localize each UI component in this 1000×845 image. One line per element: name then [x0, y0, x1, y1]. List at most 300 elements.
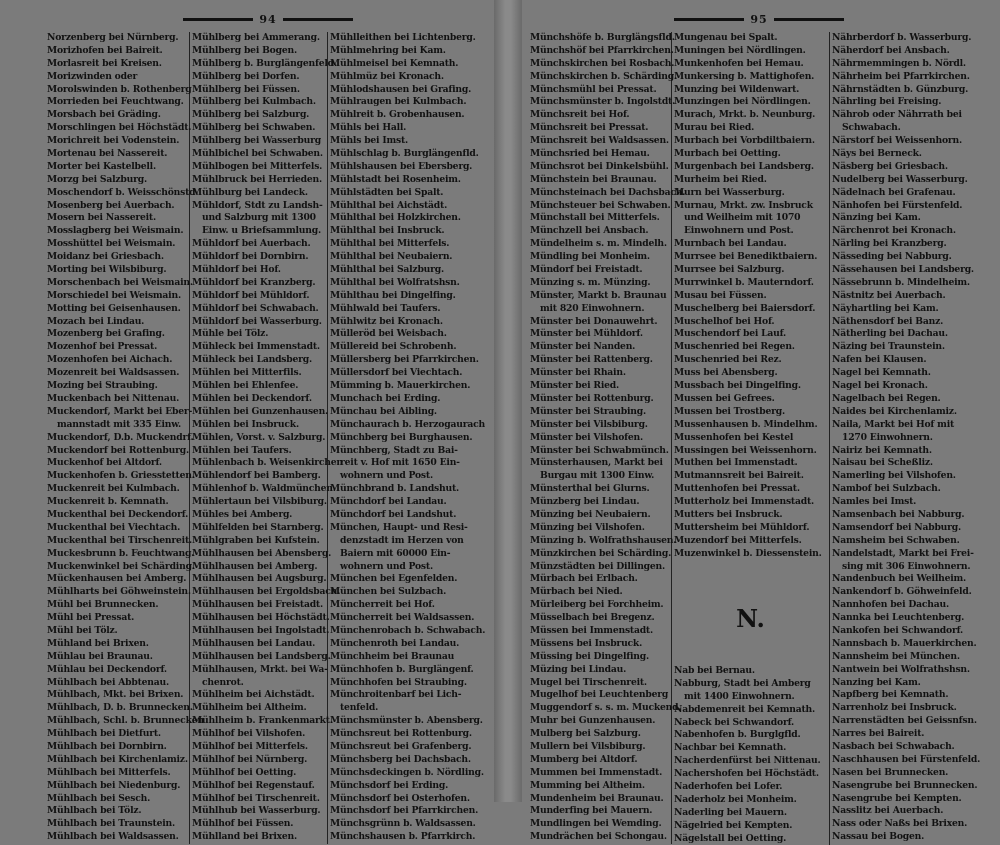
- place-entry: Näthensdorf bei Banz.: [832, 315, 944, 327]
- place-entry: Münchsdorf bei Erding.: [330, 779, 449, 791]
- right-page-header: [520, 10, 998, 28]
- place-entry: Münchsreit bei Waldsassen.: [530, 135, 669, 147]
- header-rule: [183, 18, 253, 21]
- place-entry: Münzing bei Neubaiern.: [530, 508, 651, 520]
- place-entry: Mühlburg bei Landeck.: [192, 186, 308, 198]
- place-entry: Muningen bei Nördlingen.: [674, 44, 806, 56]
- place-entry: Münster bei Nanden.: [530, 341, 636, 353]
- place-entry: Mosenberg bei Auerbach.: [47, 199, 175, 211]
- place-entry: Nassau bei Bogen.: [832, 831, 925, 843]
- place-entry: Mühlen bei Mitterfils.: [192, 367, 302, 379]
- entry-column: [328, 32, 488, 844]
- place-entry: Mühlhausen bei Landau.: [192, 637, 316, 649]
- place-entry: Münster bei Donauwehrt.: [530, 315, 658, 327]
- place-entry: Müsselbach bei Bregenz.: [530, 612, 655, 624]
- place-entry: Münchsried bei Hemau.: [530, 148, 650, 160]
- place-entry: Mühlbach bei Mitterfels.: [47, 766, 171, 778]
- place-entry: Münchsberg bei Dachsbach.: [330, 753, 471, 765]
- place-entry: Nästnitz bei Auerbach.: [832, 289, 946, 301]
- entry-continuation: wohnern und Post.: [340, 560, 433, 572]
- place-entry: Murn bei Wasserburg.: [674, 186, 785, 198]
- place-entry: Mühlenhof b. Waldmünchen.: [192, 483, 336, 495]
- place-entry: Münchsreut bei Grafenberg.: [330, 740, 472, 752]
- place-entry: Münchsrot bei Dinkelsbühl.: [530, 160, 669, 172]
- place-entry: Mühldorf bei Hof.: [192, 264, 281, 276]
- place-entry: Nandenbuch bei Weilheim.: [832, 573, 967, 585]
- place-entry: Mundlingen bei Wemding.: [530, 818, 662, 830]
- page-number: 95: [750, 12, 768, 26]
- place-entry: Nährnstädten b. Günzburg.: [832, 83, 969, 95]
- entry-continuation: tenfeld.: [340, 702, 379, 714]
- place-entry: Müllersberg bei Pfarrkirchen.: [330, 354, 479, 366]
- place-entry: Mühlhausen bei Amberg.: [192, 560, 318, 572]
- place-entry: Mühldorf bei Kranzberg.: [192, 276, 316, 288]
- place-entry: Muckendorf, Markt bei Eber-: [47, 405, 193, 417]
- place-entry: Mühlwitz bei Kronach.: [330, 315, 443, 327]
- place-entry: Mühland bei Brixen.: [47, 637, 149, 649]
- place-entry: Münchskirchen b. Schärding.: [530, 70, 678, 82]
- place-entry: Müssens bei Insbruck.: [530, 637, 643, 649]
- blank-line: [672, 639, 829, 652]
- place-entry: Mussen bei Trostberg.: [674, 405, 785, 417]
- header-rule: [774, 18, 844, 21]
- place-entry: Nätherling bei Dachau.: [832, 328, 948, 340]
- place-entry: Mussenhausen b. Mindelhm.: [674, 418, 818, 430]
- place-entry: Münchaurach b. Herzogaurach: [330, 418, 485, 430]
- place-entry: Morlasreit bei Kreisen.: [47, 57, 162, 69]
- place-entry: Mühlstadt bei Rosenheim.: [330, 173, 461, 185]
- place-entry: Münchhofen bei Straubing.: [330, 676, 467, 688]
- entry-continuation: Schwabach.: [842, 122, 901, 134]
- place-entry: Mückenhausen bei Amberg.: [47, 573, 187, 585]
- place-entry: Mühlbach, D. b. Brunnecken.: [47, 702, 193, 714]
- place-entry: Mürleiberg bei Forchheim.: [530, 599, 664, 611]
- place-entry: Muckenreit b. Kemnath.: [47, 496, 169, 508]
- place-entry: Närchenrot bei Kronach.: [832, 225, 956, 237]
- place-entry: Mühlhof bei Füssen.: [192, 818, 294, 830]
- place-entry: Nanzing bei Kam.: [832, 676, 921, 688]
- right-columns: [520, 32, 998, 844]
- place-entry: Mühlthal bei Wolfratshsn.: [330, 276, 460, 288]
- page-number: 94: [259, 12, 277, 26]
- place-entry: Napfberg bei Kemnath.: [832, 689, 949, 701]
- place-entry: Mürbach bei Erlbach.: [530, 573, 638, 585]
- place-entry: Mühlbach bei Waldsassen.: [47, 831, 179, 843]
- section-letter: N.: [736, 604, 765, 634]
- place-entry: Mühlbach, Mkt. bei Brixen.: [47, 689, 184, 701]
- place-entry: Närling bei Kranzberg.: [832, 238, 947, 250]
- place-entry: Näherdorf bei Ansbach.: [832, 44, 950, 56]
- place-entry: Näys bei Berneck.: [832, 148, 922, 160]
- place-entry: Mühl bei Pressat.: [47, 612, 135, 624]
- place-entry: Müzing bei Lindau.: [530, 663, 627, 675]
- place-entry: Nabeck bei Schwandorf.: [674, 716, 795, 728]
- place-entry: Münster bei Ried.: [530, 380, 619, 392]
- place-entry: Muckenhofen b. Griesstetten.: [47, 470, 195, 482]
- place-entry: Müllersdorf bei Viechtach.: [330, 367, 463, 379]
- place-entry: Münchdorf bei Landshut.: [330, 508, 457, 520]
- place-entry: Muckendorf bei Rottenburg.: [47, 444, 189, 456]
- place-entry: Mühlthal bei Insbruck.: [330, 225, 445, 237]
- place-entry: Münchheim bei Braunau: [330, 650, 455, 662]
- place-entry: Mühlbruck bei Herrieden.: [192, 173, 322, 185]
- place-entry: Mosshüttel bei Weismain.: [47, 238, 176, 250]
- place-entry: Mühlberg bei Wasserburg: [192, 135, 321, 147]
- place-entry: Mühlstädten bei Spalt.: [330, 186, 444, 198]
- place-entry: Münchroitenbarf bei Lich-: [330, 689, 462, 701]
- place-entry: Munkersing b. Mattighofen.: [674, 70, 815, 82]
- place-entry: Mühlhausen bei Landsberg.: [192, 650, 331, 662]
- place-entry: Mozing bei Straubing.: [47, 380, 158, 392]
- place-entry: Mühlreit b. Grobenhausen.: [330, 109, 465, 121]
- place-entry: Münchsmünster b. Ingolstdt.: [530, 96, 676, 108]
- entry-continuation: und Salzburg mit 1300: [202, 212, 316, 224]
- place-entry: Mühlbach bei Traunstein.: [47, 818, 175, 830]
- place-entry: Nachbar bei Kemnath.: [674, 742, 787, 754]
- place-entry: Mühlharts bei Göhweinstein.: [47, 586, 191, 598]
- place-entry: Muckesbrunn b. Feuchtwang.: [47, 547, 195, 559]
- place-entry: Muckenhof bei Altdorf.: [47, 457, 162, 469]
- place-entry: Mühlheim b. Frankenmarkt.: [192, 715, 333, 727]
- place-entry: Münster, Markt b. Braunau: [530, 289, 667, 301]
- entry-continuation: mannstadt mit 335 Einw.: [57, 418, 182, 430]
- place-entry: Nasslitz bei Auerbach.: [832, 805, 944, 817]
- place-entry: Mühlthal bei Salzburg.: [330, 264, 445, 276]
- place-entry: Nabburg, Stadt bei Amberg: [674, 677, 811, 689]
- place-entry: Nasen bei Brunnecken.: [832, 766, 949, 778]
- place-entry: Mühlthal bei Neubaiern.: [330, 251, 453, 263]
- place-entry: Morizwinden oder: [47, 70, 138, 82]
- place-entry: Mosern bei Nassereit.: [47, 212, 156, 224]
- place-entry: Mühlbichel bei Schwaben.: [192, 148, 323, 160]
- place-entry: Muckenthal bei Viechtach.: [47, 521, 181, 533]
- place-entry: Münchshöfe b. Burglängsfld.: [530, 32, 675, 43]
- place-entry: Münchbrand b. Landshut.: [330, 483, 460, 495]
- place-entry: Nambof bei Sulzbach.: [832, 483, 941, 495]
- place-entry: Murrsee bei Benediktbaiern.: [674, 251, 818, 263]
- place-entry: Münster bei Vilshofen.: [530, 431, 643, 443]
- place-entry: Muschelhof bei Hof.: [674, 315, 775, 327]
- place-entry: Müssen bei Immenstadt.: [530, 624, 653, 636]
- place-entry: Muckenthal bei Deckendorf.: [47, 508, 189, 520]
- place-entry: Mozenberg bei Grafing.: [47, 328, 165, 340]
- place-entry: Mühlhof bei Tirschenreit.: [192, 792, 320, 804]
- place-entry: Muschendorf bei Lauf.: [674, 328, 787, 340]
- place-entry: Mummen bei Immenstadt.: [530, 766, 663, 778]
- left-page: [40, 0, 496, 843]
- place-entry: Mündelheim s. m. Mindelh.: [530, 238, 667, 250]
- place-entry: Näsberg bei Griesbach.: [832, 160, 948, 172]
- place-entry: Muschelberg bei Baiersdorf.: [674, 302, 816, 314]
- place-entry: Mutterholz bei Immenstadt.: [674, 496, 814, 508]
- place-entry: Muckenreit bei Kulmbach.: [47, 483, 180, 495]
- place-entry: Mühldorf bei Wasserburg.: [192, 315, 322, 327]
- place-entry: Morolswinden b. Rothenberg: [47, 83, 192, 95]
- place-entry: Mündling bei Monheim.: [530, 251, 650, 263]
- place-entry: Morsbach bei Gräding.: [47, 109, 161, 121]
- place-entry: Mühlodshausen bei Grafing.: [330, 83, 472, 95]
- place-entry: Nässeding bei Nabburg.: [832, 251, 952, 263]
- place-entry: Mumberg bei Altdorf.: [530, 753, 638, 765]
- place-entry: Morschenbach bei Weismain.: [47, 276, 193, 288]
- place-entry: Mühlheim bei Aichstädt.: [192, 689, 315, 701]
- place-entry: Mühlen, Vorst. v. Salzburg.: [192, 431, 326, 443]
- place-entry: Münchsreit bei Pressat.: [530, 122, 649, 134]
- place-entry: Näyhartling bei Kam.: [832, 302, 939, 314]
- place-entry: Münzstädten bei Dillingen.: [530, 560, 666, 572]
- place-entry: Munderfing bei Mauern.: [530, 805, 653, 817]
- place-entry: Münchberg bei Burghausen.: [330, 431, 473, 443]
- place-entry: Mühlbach, Schl. b. Brunnecken: [47, 715, 204, 727]
- place-entry: Mühlland bei Brixen.: [192, 831, 298, 843]
- place-entry: Münchsdeckingen b. Nördling.: [330, 766, 484, 778]
- place-entry: Münchsgrünn b. Waldsassen.: [330, 818, 476, 830]
- place-entry: Nab bei Bernau.: [674, 664, 755, 676]
- place-entry: Murrwinkel b. Mauterndorf.: [674, 276, 814, 288]
- place-entry: Mühlbach bei Dietfurt.: [47, 728, 161, 740]
- place-entry: Münchstein bei Braunau.: [530, 173, 657, 185]
- place-entry: Munzing bei Wildenwart.: [674, 83, 800, 95]
- place-entry: Mühlschlag b. Burglängenfld.: [330, 148, 479, 160]
- place-entry: Namsenbach bei Nabburg.: [832, 508, 965, 520]
- place-entry: Narrenstädten bei Geissnfsn.: [832, 715, 977, 727]
- place-entry: Mühlau bei Braunau.: [47, 650, 153, 662]
- place-entry: Mümming b. Mauerkirchen.: [330, 380, 471, 392]
- place-entry: Münchsreit bei Hof.: [530, 109, 630, 121]
- place-entry: Mühlberg b. Burglängenfeld.: [192, 57, 337, 69]
- place-entry: Nägelstall bei Oetting.: [674, 832, 787, 844]
- place-entry: Mühle bei Tölz.: [192, 328, 269, 340]
- place-entry: Münzkirchen bei Schärding.: [530, 547, 672, 559]
- place-entry: Münster bei Mühldorf.: [530, 328, 643, 340]
- place-entry: Mugel bei Tirschenreit.: [530, 676, 647, 688]
- place-entry: Mugelhof bei Leuchtenberg: [530, 689, 669, 701]
- entry-continuation: chenrot.: [202, 676, 244, 688]
- place-entry: Munzingen bei Nördlingen.: [674, 96, 811, 108]
- place-entry: Nährberdorf b. Wasserburg.: [832, 32, 972, 43]
- place-entry: Mühlhof bei Oetting.: [192, 766, 297, 778]
- entry-continuation: mit 820 Einwohnern.: [540, 302, 645, 314]
- place-entry: Nabdemenreit bei Kemnath.: [674, 703, 815, 715]
- place-entry: Naschhausen bei Fürstenfeld.: [832, 753, 981, 765]
- place-entry: Nässehausen bei Landsberg.: [832, 264, 974, 276]
- place-entry: Nass oder Naßs bei Brixen.: [832, 818, 968, 830]
- place-entry: Naderholz bei Monheim.: [674, 793, 797, 805]
- place-entry: Mühlhausen bei Höchstädt.: [192, 612, 330, 624]
- place-entry: Namerling bei Vilshofen.: [832, 470, 956, 482]
- place-entry: Namsheim bei Schwaben.: [832, 534, 960, 546]
- place-entry: Münchenroth bei Landau.: [330, 637, 460, 649]
- place-entry: Murgenbach bei Landsberg.: [674, 160, 814, 172]
- place-entry: Mühlberg bei Schwaben.: [192, 122, 316, 134]
- place-entry: Mungenau bei Spalt.: [674, 32, 778, 43]
- place-entry: Munchach bei Erding.: [330, 392, 441, 404]
- place-entry: Morichreit bei Vodenstein.: [47, 135, 180, 147]
- place-entry: Münchdorf bei Landau.: [330, 496, 447, 508]
- place-entry: Münzberg bei Lindau.: [530, 496, 640, 508]
- place-entry: Mühldorf, Stdt zu Landsh-: [192, 199, 323, 211]
- place-entry: Nägelried bei Kempten.: [674, 819, 793, 831]
- place-entry: Münchsteuer bei Schwaben.: [530, 199, 671, 211]
- place-entry: Nachershofen bei Höchstädt.: [674, 768, 819, 780]
- place-entry: Mühlberg bei Kulmbach.: [192, 96, 316, 108]
- entry-continuation: mit 1400 Einwohnern.: [684, 690, 795, 702]
- entry-continuation: Einw. u Briefsammlung.: [202, 225, 321, 237]
- place-entry: Naila, Markt bei Hof mit: [832, 418, 955, 430]
- place-entry: Münchskirchen bei Rosbach.: [530, 57, 675, 69]
- entry-column: [528, 32, 686, 844]
- header-rule: [674, 18, 744, 21]
- place-entry: Nannhofen bei Dachau.: [832, 599, 949, 611]
- place-entry: Mündorf bei Freistadt.: [530, 264, 643, 276]
- place-entry: Naderling bei Mauern.: [674, 806, 787, 818]
- place-entry: Mozenreit bei Waldsassen.: [47, 367, 180, 379]
- place-entry: Nandelstadt, Markt bei Frei-: [832, 547, 974, 559]
- place-entry: Mühldorf bei Auerbach.: [192, 238, 311, 250]
- place-entry: Mühleck bei Landsberg.: [192, 354, 313, 366]
- place-entry: Muckenwinkel bei Schärding.: [47, 560, 195, 572]
- place-entry: Murnbach bei Landau.: [674, 238, 787, 250]
- place-entry: Nässebrunn b. Mindelheim.: [832, 276, 970, 288]
- place-entry: Mühlraugen bei Kulmbach.: [330, 96, 467, 108]
- place-entry: Muzendorf bei Mitterfels.: [674, 534, 802, 546]
- place-entry: Mülleröd bei Weisbach.: [330, 328, 447, 340]
- place-entry: Muschenried bei Regen.: [674, 341, 795, 353]
- blank-line: [672, 586, 829, 599]
- place-entry: Motting bei Geisenhausen.: [47, 302, 181, 314]
- place-entry: Münchsteinach bei Dachsbach.: [530, 186, 686, 198]
- place-entry: Mühlhausen bei Augsburg.: [192, 573, 327, 585]
- place-entry: Münchshöf bei Pfarrkirchen.: [530, 44, 674, 56]
- place-entry: Nankofen bei Schwandorf.: [832, 624, 964, 636]
- place-entry: Mühlhof bei Nürnberg.: [192, 753, 308, 765]
- place-entry: Münchzell bei Ansbach.: [530, 225, 649, 237]
- place-entry: Münchberg, Stadt zu Bai-: [330, 444, 458, 456]
- place-entry: Mühlbogen bei Mitterfels.: [192, 160, 323, 172]
- place-entry: Närstorf bei Weissenhorn.: [832, 135, 962, 147]
- place-entry: Mühlleithen bei Lichtenberg.: [330, 32, 476, 43]
- place-entry: Mühlen bei Ehlenfee.: [192, 380, 299, 392]
- place-entry: Münster bei Rottenburg.: [530, 392, 654, 404]
- place-entry: Mussenhofen bei Kestel: [674, 431, 794, 443]
- entry-continuation: 1270 Einwohnern.: [842, 431, 933, 443]
- place-entry: Namsendorf bei Nabburg.: [832, 521, 962, 533]
- place-entry: Mühlen bei Deckendorf.: [192, 392, 312, 404]
- place-entry: Muttersheim bei Mühldorf.: [674, 521, 810, 533]
- place-entry: Namles bei Imst.: [832, 496, 917, 508]
- place-entry: Muttenhofen bei Pressat.: [674, 483, 800, 495]
- place-entry: Mühlbach bei Niedenburg.: [47, 779, 181, 791]
- place-entry: Näzing bei Traunstein.: [832, 341, 945, 353]
- entry-column: [190, 32, 343, 844]
- place-entry: Muhr bei Gunzenhausen.: [530, 715, 656, 727]
- place-entry: Morizhofen bei Baireit.: [47, 44, 163, 56]
- place-entry: Murbach bei Oetting.: [674, 148, 781, 160]
- place-entry: Mühlhof bei Mitterfels.: [192, 740, 308, 752]
- place-entry: Moidanz bei Griesbach.: [47, 251, 164, 263]
- place-entry: Muckendorf, D.b. Muckendrf.: [47, 431, 194, 443]
- place-entry: Mundenheim bei Braunau.: [530, 792, 664, 804]
- place-entry: München bei Egenfelden.: [330, 573, 458, 585]
- place-entry: Mutters bei Insbruck.: [674, 508, 783, 520]
- place-entry: Mussen bei Gefrees.: [674, 392, 775, 404]
- place-entry: Muthen bei Immenstadt.: [674, 457, 798, 469]
- place-entry: Mühlen bei Taufers.: [192, 444, 292, 456]
- entry-continuation: reit v. Hof mit 1650 Ein-: [340, 457, 460, 469]
- place-entry: Mühlberg bei Füssen.: [192, 83, 300, 95]
- place-entry: Mühlthal bei Aichstädt.: [330, 199, 448, 211]
- place-entry: Nährob oder Nährrath bei: [832, 109, 962, 121]
- place-entry: Muschenried bei Rez.: [674, 354, 782, 366]
- place-entry: Mühlhausen bei Freistadt.: [192, 599, 323, 611]
- place-entry: Nasbach bei Schwabach.: [832, 740, 955, 752]
- place-entry: Mühlbach bei Sesch.: [47, 792, 151, 804]
- left-page-header: [40, 10, 496, 28]
- place-entry: Münster bei Rattenberg.: [530, 354, 653, 366]
- place-entry: Muzenwinkel b. Diessenstein.: [674, 547, 822, 559]
- place-entry: Murheim bei Ried.: [674, 173, 767, 185]
- place-entry: Mühlmeisel bei Kemnath.: [330, 57, 459, 69]
- blank-line: [672, 573, 829, 586]
- place-entry: Münchhofen b. Burglängenf.: [330, 663, 474, 675]
- place-entry: Münster bei Rhain.: [530, 367, 626, 379]
- entry-column: [830, 32, 992, 844]
- place-entry: Mühlheim bei Altheim.: [192, 702, 307, 714]
- place-entry: Mühlen bei Insbruck.: [192, 418, 299, 430]
- place-entry: Mullern bei Vilsbiburg.: [530, 740, 646, 752]
- place-entry: Mühlfelden bei Starnberg.: [192, 521, 324, 533]
- place-entry: Nährmemmingen b. Nördl.: [832, 57, 966, 69]
- place-entry: Mühlberg bei Ammerang.: [192, 32, 320, 43]
- entry-continuation: denzstadt im Herzen von: [340, 534, 464, 546]
- place-entry: Murbach bei Vorbdiltbaiern.: [674, 135, 815, 147]
- place-entry: Munkenhofen bei Hemau.: [674, 57, 804, 69]
- place-entry: Narrenholz bei Insbruck.: [832, 702, 957, 714]
- place-entry: Müllereid bei Schrobenh.: [330, 341, 457, 353]
- place-entry: Nantwein bei Wolfrathshsn.: [832, 663, 970, 675]
- place-entry: Mühlthal bei Holzkirchen.: [330, 212, 461, 224]
- place-entry: Mühlthau bei Dingelfing.: [330, 289, 456, 301]
- place-entry: Mühldorf bei Schwabach.: [192, 302, 319, 314]
- place-entry: Mühlbach bei Abbtenau.: [47, 676, 170, 688]
- place-entry: Mühlhausen bei Ingolstadt.: [192, 624, 330, 636]
- place-entry: München bei Sulzbach.: [330, 586, 447, 598]
- place-entry: Nädelnach bei Grafenau.: [832, 186, 956, 198]
- place-entry: Morschlingen bei Höchstädt.: [47, 122, 192, 134]
- place-entry: Naisau bei Scheßliz.: [832, 457, 933, 469]
- place-entry: Nacherdenfürst bei Nittenau.: [674, 755, 821, 767]
- place-entry: Mühldorf bei Mühldorf.: [192, 289, 310, 301]
- place-entry: Münchshausen b. Pfarrkirch.: [330, 831, 476, 843]
- place-entry: Mühlenbach b. Weisenkirchen: [192, 457, 343, 469]
- place-entry: Musau bei Füssen.: [674, 289, 767, 301]
- place-entry: Mühlhof bei Vilshofen.: [192, 728, 306, 740]
- blank-line: [672, 561, 829, 574]
- place-entry: Müncherreit bei Waldsassen.: [330, 612, 475, 624]
- place-entry: Morter bei Kastelbell.: [47, 160, 156, 172]
- place-entry: Mühlmehring bei Kam.: [330, 44, 446, 56]
- place-entry: Münchenrobach b. Schwabach.: [330, 624, 486, 636]
- place-entry: Naderhofen bei Lofer.: [674, 780, 783, 792]
- place-entry: Nagelbach bei Regen.: [832, 392, 941, 404]
- place-entry: Mühlhub bei Wasserburg.: [192, 805, 321, 817]
- place-entry: Münzing s. m. Münzing.: [530, 276, 651, 288]
- place-entry: Mühlwald bei Taufers.: [330, 302, 441, 314]
- place-entry: Morrieden bei Feuchtwang.: [47, 96, 184, 108]
- header-rule: [283, 18, 353, 21]
- place-entry: Morzg bei Salzburg.: [47, 173, 147, 185]
- place-entry: Mühlen bei Gunzenhausen.: [192, 405, 329, 417]
